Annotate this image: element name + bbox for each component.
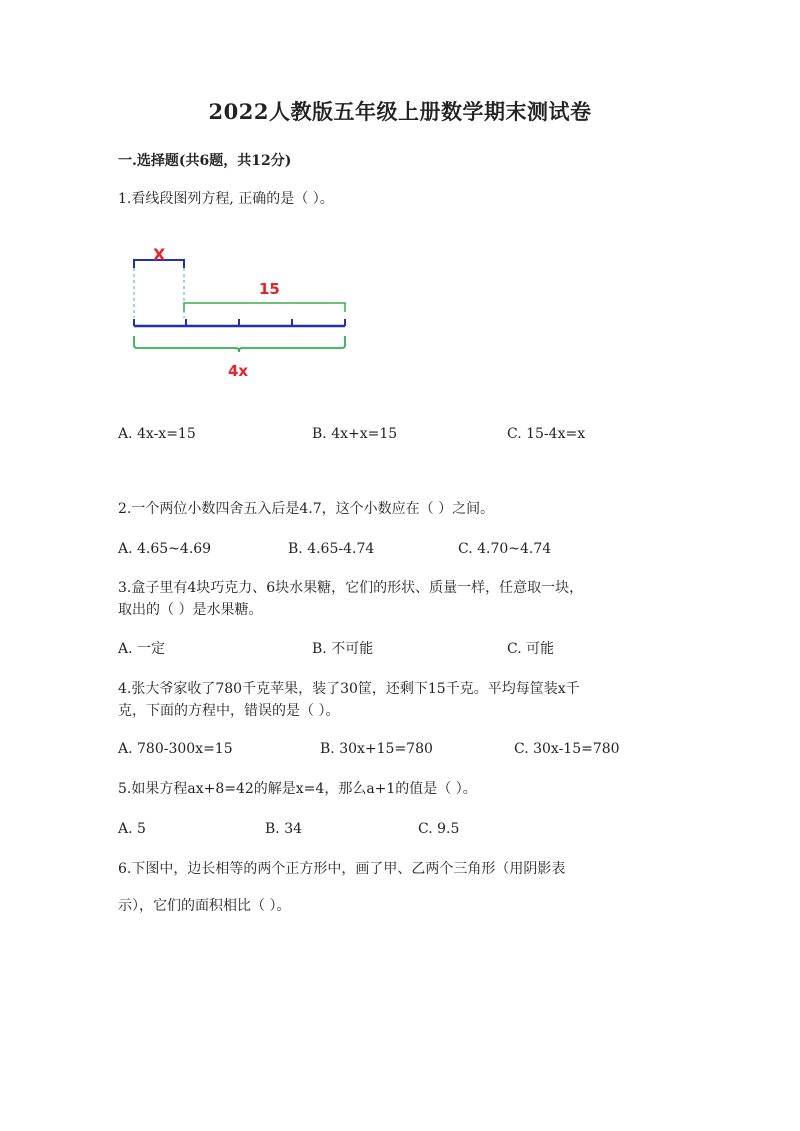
page-title: 2022人教版五年级上册数学期末测试卷	[208, 99, 592, 124]
question-6-line-2: 示），它们的面积相比（ ）。	[118, 898, 291, 914]
question-1: 1.看线段图列方程, 正确的是（ ）。	[118, 191, 334, 207]
question-5: 5.如果方程ax+8=42的解是x=4，那么a+1的值是（ ）。	[118, 781, 477, 797]
line-segment-diagram	[118, 240, 368, 390]
question-4-line-2: 克，下面的方程中，错误的是（ ）。	[118, 703, 340, 719]
q3-option-b: B. 不可能	[312, 641, 374, 657]
section-heading: 一.选择题(共6题，共12分)	[118, 153, 292, 169]
q4-option-c: C. 30x-15=780	[514, 741, 620, 757]
fifteen-bracket	[184, 303, 345, 312]
q4-option-a: A. 780-300x=15	[118, 741, 233, 757]
q5-option-c: C. 9.5	[418, 821, 460, 837]
label-4x: 4x	[228, 362, 249, 380]
question-2: 2.一个两位小数四舍五入后是4.7，这个小数应在（ ）之间。	[118, 501, 495, 517]
q2-option-b: B. 4.65-4.74	[288, 541, 375, 557]
q2-option-a: A. 4.65~4.69	[118, 541, 212, 557]
label-15: 15	[259, 280, 280, 298]
q1-option-a: A. 4x-x=15	[118, 426, 196, 442]
q5-option-a: A. 5	[118, 821, 146, 837]
label-x: X	[153, 245, 166, 264]
q2-option-c: C. 4.70~4.74	[458, 541, 552, 557]
question-3-line-1: 3.盒子里有4块巧克力、6块水果糖，它们的形状、质量一样，任意取一块，	[118, 580, 584, 596]
question-4-line-1: 4.张大爷家收了780千克苹果，装了30筐，还剩下15千克。平均每筐装x千	[118, 681, 580, 697]
question-3-line-2: 取出的（ ）是水果糖。	[118, 602, 263, 618]
q4-option-b: B. 30x+15=780	[320, 741, 433, 757]
four-x-brace	[134, 336, 345, 352]
q1-option-c: C. 15-4x=x	[507, 426, 586, 442]
q3-option-c: C. 可能	[507, 641, 555, 657]
q1-option-b: B. 4x+x=15	[312, 426, 398, 442]
question-6-line-1: 6.下图中，边长相等的两个正方形中，画了甲、乙两个三角形（用阴影表	[118, 861, 566, 877]
q5-option-b: B. 34	[265, 821, 303, 837]
q3-option-a: A. 一定	[118, 641, 166, 657]
